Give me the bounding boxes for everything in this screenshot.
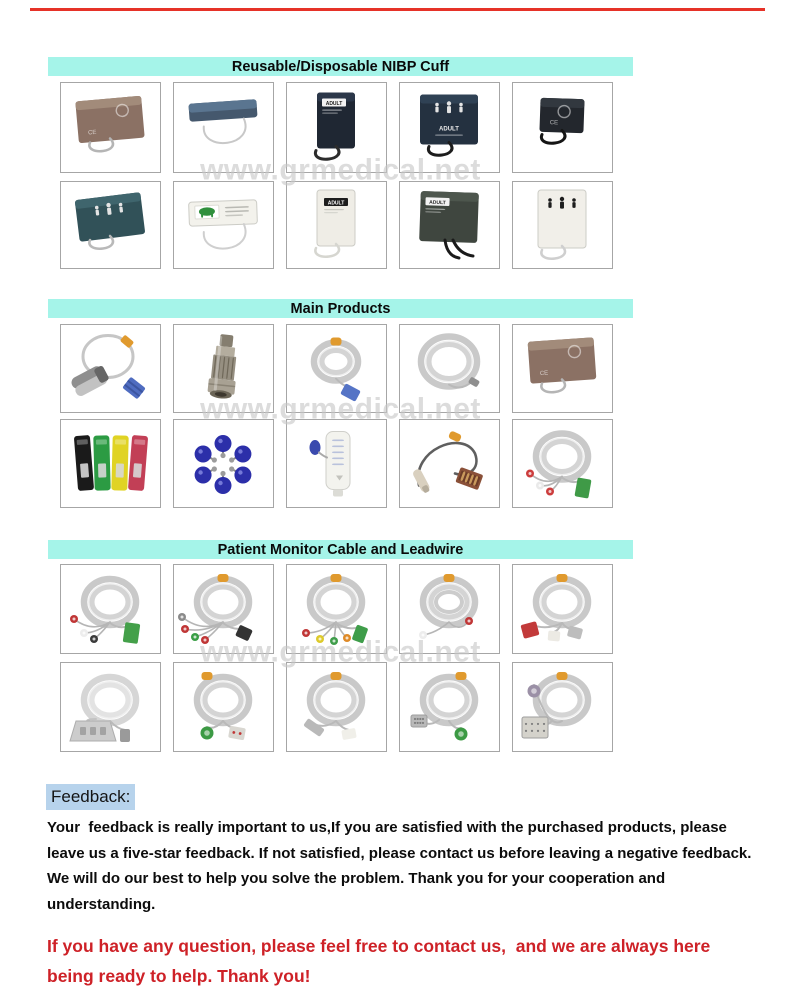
product-ecg-cable-coiled (399, 564, 500, 654)
product-ecg-trunk-5-lead (399, 662, 500, 752)
ecg-cable-3-lead-image (64, 568, 157, 650)
infusion-bag-image (290, 423, 383, 504)
ecg-trunk-green-round-image (177, 666, 270, 748)
ecg-cable-coiled-image (403, 568, 496, 650)
product-ecg-trunk-adapter (60, 662, 161, 752)
product-infusion-bag (286, 419, 387, 508)
nibp-cuff-gray-two-tube-image (403, 185, 496, 265)
section-header-1: Reusable/Disposable NIBP Cuff (48, 57, 633, 76)
ibp-adapter-cable-image (403, 423, 496, 504)
ecg-cable-5-lead-clips-image (177, 568, 270, 650)
watermark-text: www.grmedical.net (200, 153, 481, 187)
product-nibp-cuff-white-sizes (512, 181, 613, 269)
nibp-cuff-white-sizes-image (516, 185, 609, 265)
nibp-air-hose-image (403, 328, 496, 409)
contact-note: If you have any question, please feel free to contact us, and we are always here being ready to help. Thank you! (47, 936, 716, 986)
nibp-cuff-vet-white-image (177, 185, 270, 265)
product-ibp-cable-coiled (286, 662, 387, 752)
nibp-cuff-teal-image (64, 185, 157, 265)
product-nibp-air-hose (399, 324, 500, 413)
nibp-metal-connector-image (177, 328, 270, 409)
product-nibp-cuff-vet-white (173, 181, 274, 269)
svg-text:CE: CE (87, 129, 97, 137)
nibp-cuff-brown-image (64, 86, 157, 169)
ecg-cable-red-connector-image (516, 568, 609, 650)
svg-text:ADULT: ADULT (327, 200, 345, 207)
product-nibp-cuff-teal (60, 181, 161, 269)
svg-text:CE: CE (549, 120, 559, 127)
spo2-adapter-cable-image (290, 328, 383, 409)
product-ecg-cable-red-connector (512, 564, 613, 654)
product-nibp-cuff-brown-2 (512, 324, 613, 413)
ecg-trunk-cable-green-image (516, 423, 609, 504)
svg-text:CE: CE (539, 370, 549, 378)
feedback-heading: Feedback: (46, 784, 135, 810)
ibp-cable-coiled-image (290, 666, 383, 748)
feedback-text: Your feedback is really important to us,If you are satisfied with the purchased products, please leave us a five-star feedback. If not satisfied, please contact us before leaving a negative feedback. We will do our best to help you solve the problem. Thank you for your cooperation and understanding. (47, 819, 756, 913)
ecg-multilink-adapter-image (516, 666, 609, 748)
ecg-suction-electrodes-image (177, 423, 270, 504)
ecg-cable-5-lead-colored-image (290, 568, 383, 650)
nibp-cuff-black-image (516, 86, 609, 169)
spo2-finger-sensor-image (64, 328, 157, 409)
product-nibp-cuff-brown (60, 82, 161, 173)
product-ecg-suction-electrodes (173, 419, 274, 508)
product-ecg-multilink-adapter (512, 662, 613, 752)
nibp-cuff-disposable-white-image (290, 185, 383, 265)
ecg-trunk-adapter-image (64, 666, 157, 748)
product-ecg-trunk-green-round (173, 662, 274, 752)
product-nibp-cuff-dark-adult (286, 82, 387, 173)
ecg-trunk-5-lead-image (403, 666, 496, 748)
product-nibp-cuff-navy-flat (173, 82, 274, 173)
nibp-cuff-navy-flat-image (177, 86, 270, 169)
nibp-cuff-dark-adult-image (290, 86, 383, 169)
nibp-cuff-navy-family-image (403, 86, 496, 169)
product-ecg-trunk-cable-green (512, 419, 613, 508)
product-ecg-cable-5-lead-clips (173, 564, 274, 654)
product-spo2-finger-sensor (60, 324, 161, 413)
svg-text:ADULT: ADULT (439, 126, 459, 133)
svg-text:ADULT: ADULT (429, 199, 446, 207)
product-nibp-metal-connector (173, 324, 274, 413)
product-nibp-cuff-navy-family (399, 82, 500, 173)
top-red-line (30, 8, 765, 11)
svg-text:ADULT: ADULT (325, 100, 343, 107)
watermark-text: www.grmedical.net (200, 392, 481, 426)
watermark-text: www.grmedical.net (200, 635, 481, 669)
section-header-3: Patient Monitor Cable and Leadwire (48, 540, 633, 559)
product-disposable-spo2-sensors (60, 419, 161, 508)
product-ecg-cable-5-lead-colored (286, 564, 387, 654)
product-nibp-cuff-disposable-white (286, 181, 387, 269)
product-spo2-adapter-cable (286, 324, 387, 413)
disposable-spo2-sensors-image (64, 423, 157, 504)
product-nibp-cuff-black (512, 82, 613, 173)
product-nibp-cuff-gray-two-tube (399, 181, 500, 269)
product-ibp-adapter-cable (399, 419, 500, 508)
section-header-2: Main Products (48, 299, 633, 318)
nibp-cuff-brown-2-image (516, 328, 609, 409)
product-ecg-cable-3-lead (60, 564, 161, 654)
